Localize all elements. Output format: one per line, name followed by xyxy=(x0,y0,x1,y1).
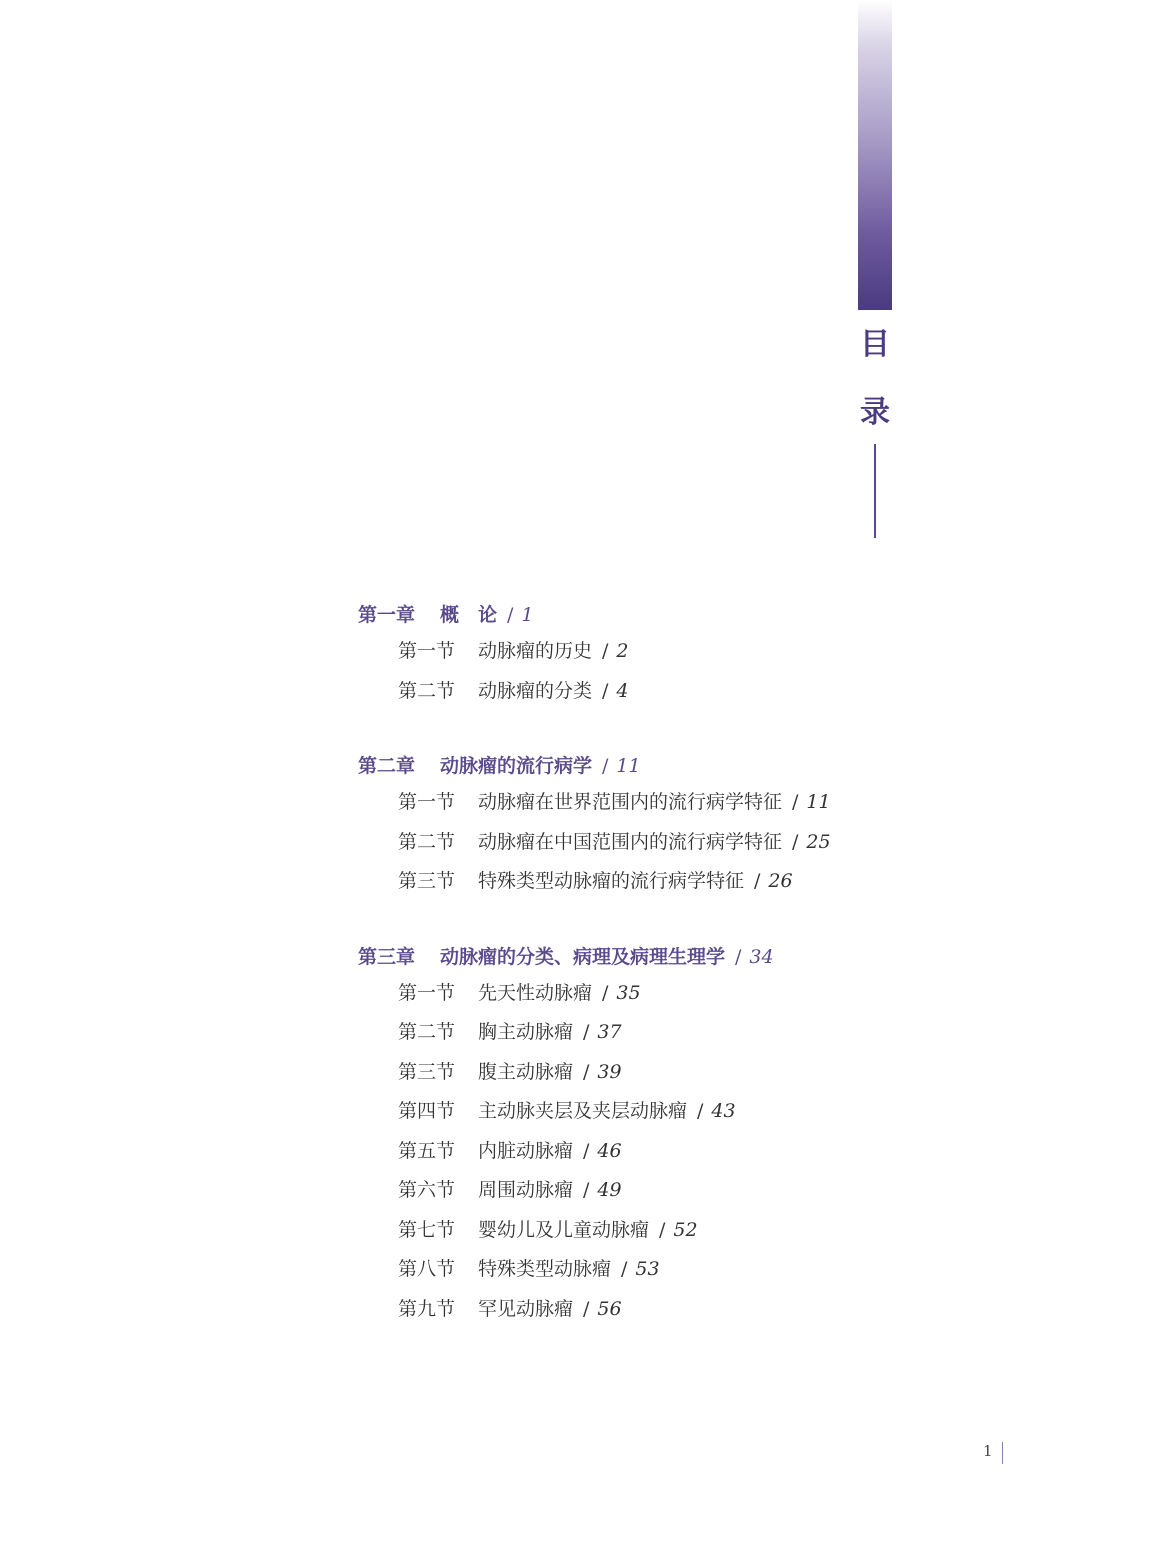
section-title: 主动脉夹层及夹层动脉瘤 xyxy=(478,1100,688,1122)
chapter-label: 第一章 xyxy=(358,604,416,626)
section-entry[interactable] xyxy=(358,672,918,712)
chapter-label: 第三章 xyxy=(358,945,416,968)
section-title: 特殊类型动脉瘤 xyxy=(478,1258,612,1280)
section-page: 53 xyxy=(635,1258,660,1280)
toc-title-char-2: 录 xyxy=(860,395,890,430)
section-page: 26 xyxy=(768,870,793,892)
section-label: 第九节 xyxy=(398,1297,456,1320)
chapter-title: 动脉瘤的流行病学 xyxy=(440,755,593,777)
section-title: 胸主动脉瘤 xyxy=(478,1021,574,1043)
page-number-rule xyxy=(1002,1442,1003,1464)
page-separator: / xyxy=(583,1060,590,1083)
section-page: 56 xyxy=(597,1297,622,1320)
decorative-gradient-bar xyxy=(858,0,892,310)
page-separator: / xyxy=(754,870,761,892)
page-number: 1 xyxy=(983,1442,993,1460)
section-label: 第一节 xyxy=(398,791,456,813)
chapter-page: 11 xyxy=(616,755,641,777)
section-entry[interactable] xyxy=(358,862,918,902)
chapter-page: 1 xyxy=(521,604,534,626)
section-entry[interactable] xyxy=(358,1132,918,1172)
section-entry[interactable] xyxy=(358,1290,918,1330)
section-label: 第五节 xyxy=(398,1139,456,1162)
chapter-2 xyxy=(358,749,918,902)
section-label: 第一节 xyxy=(398,640,456,662)
section-title: 罕见动脉瘤 xyxy=(478,1297,574,1320)
chapter-heading[interactable] xyxy=(358,749,918,783)
page-separator: / xyxy=(583,1179,590,1201)
section-entry[interactable] xyxy=(358,1092,918,1132)
section-page: 4 xyxy=(616,679,629,702)
section-page: 43 xyxy=(711,1100,736,1122)
page-separator: / xyxy=(697,1100,704,1122)
section-entry[interactable] xyxy=(358,1053,918,1093)
chapter-label: 第二章 xyxy=(358,755,416,777)
section-title: 婴幼儿及儿童动脉瘤 xyxy=(478,1218,650,1241)
section-page: 49 xyxy=(597,1179,622,1201)
section-entry[interactable] xyxy=(358,632,918,672)
page-separator: / xyxy=(583,1297,590,1320)
section-entry[interactable] xyxy=(358,1250,918,1290)
section-entry[interactable] xyxy=(358,1211,918,1251)
section-title: 动脉瘤在世界范围内的流行病学特征 xyxy=(478,791,783,813)
page-separator: / xyxy=(659,1218,666,1241)
chapter-title: 概 论 xyxy=(440,604,498,626)
chapter-title: 动脉瘤的分类、病理及病理生理学 xyxy=(440,945,726,968)
section-label: 第八节 xyxy=(398,1258,456,1280)
section-page: 39 xyxy=(597,1060,622,1083)
chapter-heading[interactable] xyxy=(358,940,918,974)
section-title: 周围动脉瘤 xyxy=(478,1179,574,1201)
section-title: 腹主动脉瘤 xyxy=(478,1060,574,1083)
toc-title-char-1: 目 xyxy=(860,327,890,362)
section-label: 第三节 xyxy=(398,870,456,892)
section-title: 内脏动脉瘤 xyxy=(478,1139,574,1162)
page-separator: / xyxy=(735,945,742,968)
section-entry[interactable] xyxy=(358,783,918,823)
title-vertical-rule xyxy=(874,444,876,538)
page-separator: / xyxy=(583,1139,590,1162)
page-separator: / xyxy=(602,755,609,777)
page-separator: / xyxy=(507,604,514,626)
chapter-3 xyxy=(358,940,918,1330)
section-page: 2 xyxy=(616,640,629,662)
section-page: 52 xyxy=(673,1218,698,1241)
section-entry[interactable] xyxy=(358,1013,918,1053)
page-separator: / xyxy=(602,679,609,702)
page-separator: / xyxy=(583,1021,590,1043)
section-label: 第六节 xyxy=(398,1179,456,1201)
table-of-contents xyxy=(358,598,918,1367)
section-title: 动脉瘤的分类 xyxy=(478,679,593,702)
page-separator: / xyxy=(621,1258,628,1280)
section-page: 37 xyxy=(597,1021,622,1043)
section-label: 第二节 xyxy=(398,830,456,853)
page-separator: / xyxy=(602,640,609,662)
chapter-1 xyxy=(358,598,918,711)
page-separator: / xyxy=(602,981,609,1004)
section-entry[interactable] xyxy=(358,1171,918,1211)
section-label: 第一节 xyxy=(398,981,456,1004)
section-entry[interactable] xyxy=(358,823,918,863)
section-title: 动脉瘤的历史 xyxy=(478,640,593,662)
section-title: 动脉瘤在中国范围内的流行病学特征 xyxy=(478,830,783,853)
section-page: 25 xyxy=(806,830,831,853)
page-separator: / xyxy=(792,830,799,853)
section-entry[interactable] xyxy=(358,974,918,1014)
section-label: 第二节 xyxy=(398,679,456,702)
section-label: 第二节 xyxy=(398,1021,456,1043)
section-page: 46 xyxy=(597,1139,622,1162)
section-title: 先天性动脉瘤 xyxy=(478,981,593,1004)
section-page: 11 xyxy=(806,791,831,813)
section-label: 第七节 xyxy=(398,1218,456,1241)
section-label: 第四节 xyxy=(398,1100,456,1122)
section-page: 35 xyxy=(616,981,641,1004)
chapter-heading[interactable] xyxy=(358,598,918,632)
section-label: 第三节 xyxy=(398,1060,456,1083)
section-title: 特殊类型动脉瘤的流行病学特征 xyxy=(478,870,745,892)
page-separator: / xyxy=(792,791,799,813)
chapter-page: 34 xyxy=(749,945,774,968)
